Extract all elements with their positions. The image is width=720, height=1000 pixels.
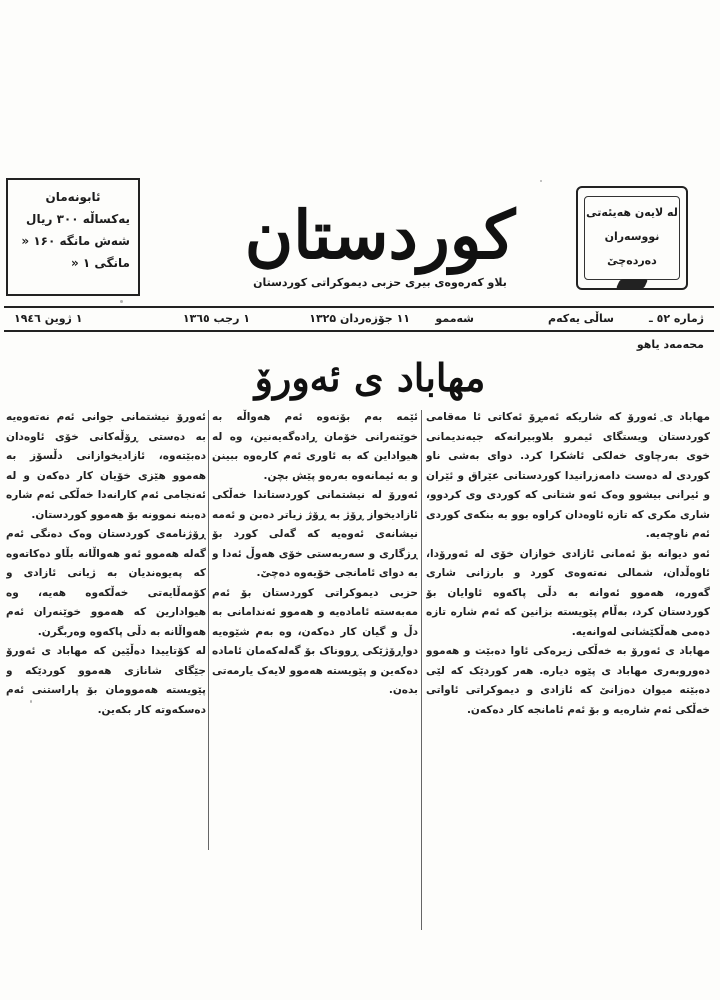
paragraph: حزبی دیموکراتی کوردستان بۆ ئەم مەبەستە ئامادەیە و هەموو ئەندامانی بە دڵ و گیان کار دەکەن، وە بەم شێوەیە دواڕۆژێکی ڕووناک بۆ گەلەکەمان ئامادە دەکەین و پێویستە هەموو لایەک یارمەتی بدەن. bbox=[212, 586, 418, 696]
slogan-box bbox=[576, 186, 688, 290]
print-speck bbox=[120, 300, 123, 303]
slogan-line: لە لایەن هەیئەتی bbox=[586, 206, 678, 219]
article-headline: مهاباد ی ئەورۆ bbox=[254, 355, 486, 400]
paragraph: ئەورۆ نیشتمانی جوانی ئەم نەتەوەیە بە دەستی ڕۆڵەکانی خۆی ئاوەدان دەبێتەوە، ئازادیخوازانی دڵسۆز بە هەموو هێزی خۆیان کار دەکەن و لە ئەنجامی ئەم کارانەدا خەڵکی ئەم شارە دەبنە نموونە بۆ هەموو کوردستان. bbox=[6, 411, 206, 521]
subscription-line: یەکساڵە ۳۰۰ ریال bbox=[26, 212, 130, 226]
subscription-heading: ئابونەمان bbox=[45, 190, 101, 204]
article-column-left bbox=[6, 408, 206, 908]
subscription-line: شەش مانگە ۱۶۰ « bbox=[21, 234, 130, 248]
article-column-right bbox=[426, 408, 710, 936]
issue-info-bar bbox=[8, 310, 710, 328]
print-speck bbox=[30, 700, 32, 703]
article-column-middle bbox=[212, 408, 418, 848]
kurdish-date: ۱۱ جۆزەردان ۱۳۲۵ bbox=[309, 312, 410, 325]
divider bbox=[4, 330, 714, 332]
divider bbox=[4, 306, 714, 308]
column-divider bbox=[208, 410, 209, 850]
paragraph: مهاباد ی ئەورۆ بە خەڵکی زیرەکی ئاوا دەبێت و هەموو دەوروبەری مهاباد ی پێوە دیارە. هەر کوردێک کە لێی دەبێتە میوان دەزانێ کە ئازادی و دیموکراتی ئاواتی خەڵکی ئەم شارەیە و بۆ ئەم ئامانجە کار دەکەن. bbox=[426, 645, 710, 716]
paragraph: ڕۆژنامەی کوردستان وەک دەنگی ئەم گەلە هەموو ئەو هەواڵانە بڵاو دەکاتەوە کە پەیوەندیان بە ژیانی ئازادی و کۆمەڵایەتی خەڵکەوە هەیە، وە هیوادارین کە هەموو خوێنەران ئەم هەواڵانە بە دڵی پاکەوە وەربگرن. bbox=[6, 528, 206, 638]
gregorian-date: ۱ ژوین ۱۹٤٦ bbox=[14, 312, 83, 325]
paragraph: لە کۆتاییدا دەڵێین کە مهاباد ی ئەورۆ جێگای شانازی هەموو کوردێکە و پێویستە هەموومان بۆ پاراستنی ئەم دەسکەوتە کار بکەین. bbox=[6, 645, 206, 716]
print-speck bbox=[660, 420, 663, 422]
issue-number: ژمارە ٥٢ ـ bbox=[649, 312, 704, 325]
masthead-subtitle: بلاو کەرەوەی بیری حزبی دیموکراتی کوردستان bbox=[253, 276, 507, 289]
emblem-icon bbox=[616, 279, 649, 289]
subscription-line: مانگی ۱ « bbox=[70, 256, 130, 270]
article-author: محەمەد یاهو bbox=[636, 338, 704, 351]
hijri-date: ۱ رجب ۱۳٦٥ bbox=[182, 312, 250, 325]
masthead-title: کوردستان bbox=[244, 196, 516, 274]
subscription-box bbox=[6, 178, 140, 296]
paragraph: ئەورۆ لە نیشتمانی کوردستاندا خەڵکی ئازادیخواز ڕۆژ بە ڕۆژ زیاتر دەبن و ئەمە نیشانەی ئەوەیە کە گەلی کورد بۆ ڕزگاری و سەربەستی خۆی هەوڵ ئەدا و بە دوای ئامانجی خۆیەوە دەچێ. bbox=[212, 489, 418, 579]
weekday: شەممو bbox=[435, 312, 474, 325]
paragraph: ئەو دیوانە بۆ ئەمانی ئازادی خوازان خۆی لە ئەورۆدا، ئاوەڵدان، شمالی نەتەوەی کورد و بارزانی شاری گەورە، هەموو ئەوانە بە دڵی پاکەوە ئاوایان بۆ کوردستان کرد، بەڵام پێویستە بزانین کە ئەم شارە تازە دەمی هەڵکێشانی لەوانەیە. bbox=[426, 547, 710, 638]
column-divider bbox=[421, 410, 422, 930]
slogan-line: نووسەران دەردەچێ bbox=[604, 230, 660, 267]
print-speck bbox=[540, 180, 542, 182]
paragraph: مهاباد ی ئەورۆ کە شاریکە ئەمڕۆ ئەکاتی ئا مەقامی کوردستان ویستگای ئیمرو بلاوبیرانەکە جیەندیمانی خوی بەرچاوی خەلکی ئاشکرا کرد. دوای بەشی ناو کوردی لە دەست دامەزرانیدا کوردستانی عێراق و ئێران و ئیرانی بیشوو وەک ئەو شتانی کە کوردی وی کردوو، شاری مکری کە تازە ئاوەدان کراوە بوو بە بنکەی کوردی ئەم ناوچەیە. bbox=[426, 411, 710, 540]
paragraph: ئێمە بەم بۆنەوە ئەم هەواڵە بە خوێنەرانی خۆمان ڕادەگەیەنین، وە لە هیواداین کە بە ئاوری ئەم کارەوە ببینن و بە ئیمانەوە بەرەو پێش بچن. bbox=[212, 411, 418, 482]
volume-year: ساڵی یەکەم bbox=[548, 312, 614, 325]
